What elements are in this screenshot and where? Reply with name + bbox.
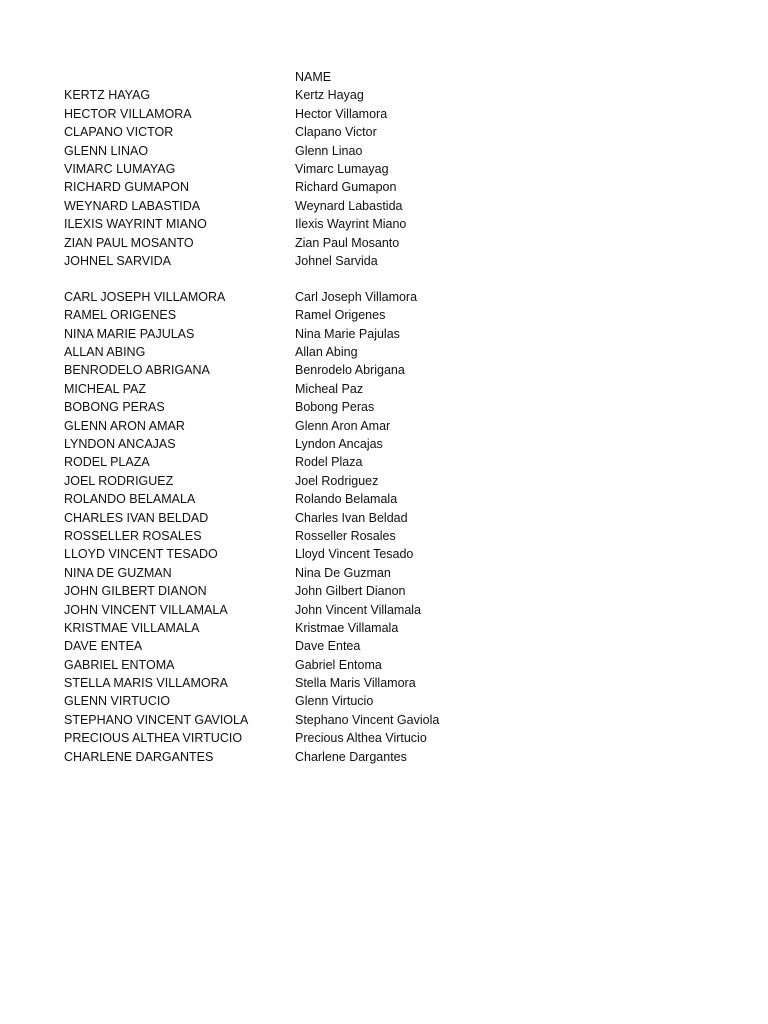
- propercase-name: Precious Althea Virtucio: [295, 731, 427, 746]
- uppercase-name: ALLAN ABING: [64, 345, 146, 360]
- propercase-name: Stella Maris Villamora: [295, 676, 416, 691]
- uppercase-name: GLENN ARON AMAR: [64, 418, 185, 433]
- uppercase-name: STELLA MARIS VILLAMORA: [64, 676, 228, 691]
- uppercase-name: VIMARC LUMAYAG: [64, 161, 176, 176]
- uppercase-name: ROSSELLER ROSALES: [64, 528, 202, 543]
- propercase-names-column: [295, 68, 439, 766]
- propercase-name: Rodel Plaza: [295, 455, 363, 470]
- uppercase-name: BOBONG PERAS: [64, 400, 165, 415]
- uppercase-name: JOHNEL SARVIDA: [64, 253, 171, 268]
- propercase-name: Joel Rodriguez: [295, 473, 379, 488]
- uppercase-name: CARL JOSEPH VILLAMORA: [64, 289, 226, 304]
- propercase-name: Carl Joseph Villamora: [295, 289, 418, 304]
- propercase-name: John Gilbert Dianon: [295, 584, 406, 599]
- propercase-name: Kertz Hayag: [295, 88, 364, 103]
- propercase-name: Benrodelo Abrigana: [295, 363, 405, 378]
- uppercase-name: PRECIOUS ALTHEA VIRTUCIO: [64, 731, 243, 746]
- propercase-name: Micheal Paz: [295, 381, 364, 396]
- propercase-name: Nina Marie Pajulas: [295, 326, 400, 341]
- propercase-name: Gabriel Entoma: [295, 657, 382, 672]
- uppercase-name: GABRIEL ENTOMA: [64, 657, 175, 672]
- propercase-name: Ilexis Wayrint Miano: [295, 217, 407, 232]
- propercase-name: John Vincent Villamala: [295, 602, 422, 617]
- propercase-name: Nina De Guzman: [295, 565, 391, 580]
- propercase-name: Rosseller Rosales: [295, 528, 396, 543]
- uppercase-name: LYNDON ANCAJAS: [64, 437, 176, 452]
- propercase-name: Glenn Virtucio: [295, 694, 374, 709]
- propercase-name: Charlene Dargantes: [295, 749, 407, 764]
- uppercase-name: DAVE ENTEA: [64, 639, 143, 654]
- propercase-name: Clapano Victor: [295, 125, 377, 140]
- uppercase-name: NINA MARIE PAJULAS: [64, 326, 195, 341]
- group-gap: [295, 270, 439, 288]
- uppercase-name: ILEXIS WAYRINT MIANO: [64, 217, 207, 232]
- group-gap: [64, 270, 248, 288]
- propercase-name: Glenn Linao: [295, 143, 363, 158]
- uppercase-name: JOHN GILBERT DIANON: [64, 584, 207, 599]
- propercase-name: Stephano Vincent Gaviola: [295, 712, 440, 727]
- propercase-name: Glenn Aron Amar: [295, 418, 391, 433]
- propercase-name: Bobong Peras: [295, 400, 375, 415]
- propercase-name: Rolando Belamala: [295, 492, 398, 507]
- propercase-name: Zian Paul Mosanto: [295, 235, 400, 250]
- uppercase-name: CLAPANO VICTOR: [64, 125, 174, 140]
- propercase-name: Ramel Origenes: [295, 308, 386, 323]
- uppercase-name: RAMEL ORIGENES: [64, 308, 177, 323]
- uppercase-name: GLENN LINAO: [64, 143, 149, 158]
- uppercase-name: LLOYD VINCENT TESADO: [64, 547, 218, 562]
- uppercase-name: BENRODELO ABRIGANA: [64, 363, 210, 378]
- uppercase-name: WEYNARD LABASTIDA: [64, 198, 201, 213]
- header-spacer: [64, 68, 248, 86]
- propercase-name: Weynard Labastida: [295, 198, 403, 213]
- uppercase-name: ROLANDO BELAMALA: [64, 492, 196, 507]
- uppercase-name: RODEL PLAZA: [64, 455, 150, 470]
- propercase-name: Allan Abing: [295, 345, 358, 360]
- propercase-name: Hector Villamora: [295, 106, 388, 121]
- uppercase-name: KERTZ HAYAG: [64, 88, 151, 103]
- uppercase-name: STEPHANO VINCENT GAVIOLA: [64, 712, 249, 727]
- uppercase-name: KRISTMAE VILLAMALA: [64, 620, 200, 635]
- uppercase-names-column: [64, 68, 248, 766]
- uppercase-name: RICHARD GUMAPON: [64, 180, 190, 195]
- propercase-name: Vimarc Lumayag: [295, 161, 389, 176]
- propercase-name: Charles Ivan Beldad: [295, 510, 408, 525]
- uppercase-name: GLENN VIRTUCIO: [64, 694, 171, 709]
- propercase-name: Kristmae Villamala: [295, 620, 399, 635]
- propercase-name: Johnel Sarvida: [295, 253, 378, 268]
- uppercase-name: NINA DE GUZMAN: [64, 565, 172, 580]
- propercase-name: Dave Entea: [295, 639, 361, 654]
- name-column-header: NAME: [295, 70, 332, 84]
- uppercase-name: JOHN VINCENT VILLAMALA: [64, 602, 228, 617]
- uppercase-name: CHARLES IVAN BELDAD: [64, 510, 209, 525]
- uppercase-name: ZIAN PAUL MOSANTO: [64, 235, 194, 250]
- propercase-name: Lloyd Vincent Tesado: [295, 547, 414, 562]
- uppercase-name: HECTOR VILLAMORA: [64, 106, 192, 121]
- uppercase-name: CHARLENE DARGANTES: [64, 749, 214, 764]
- propercase-name: Lyndon Ancajas: [295, 437, 383, 452]
- uppercase-name: JOEL RODRIGUEZ: [64, 473, 174, 488]
- uppercase-name: MICHEAL PAZ: [64, 381, 146, 396]
- propercase-name: Richard Gumapon: [295, 180, 397, 195]
